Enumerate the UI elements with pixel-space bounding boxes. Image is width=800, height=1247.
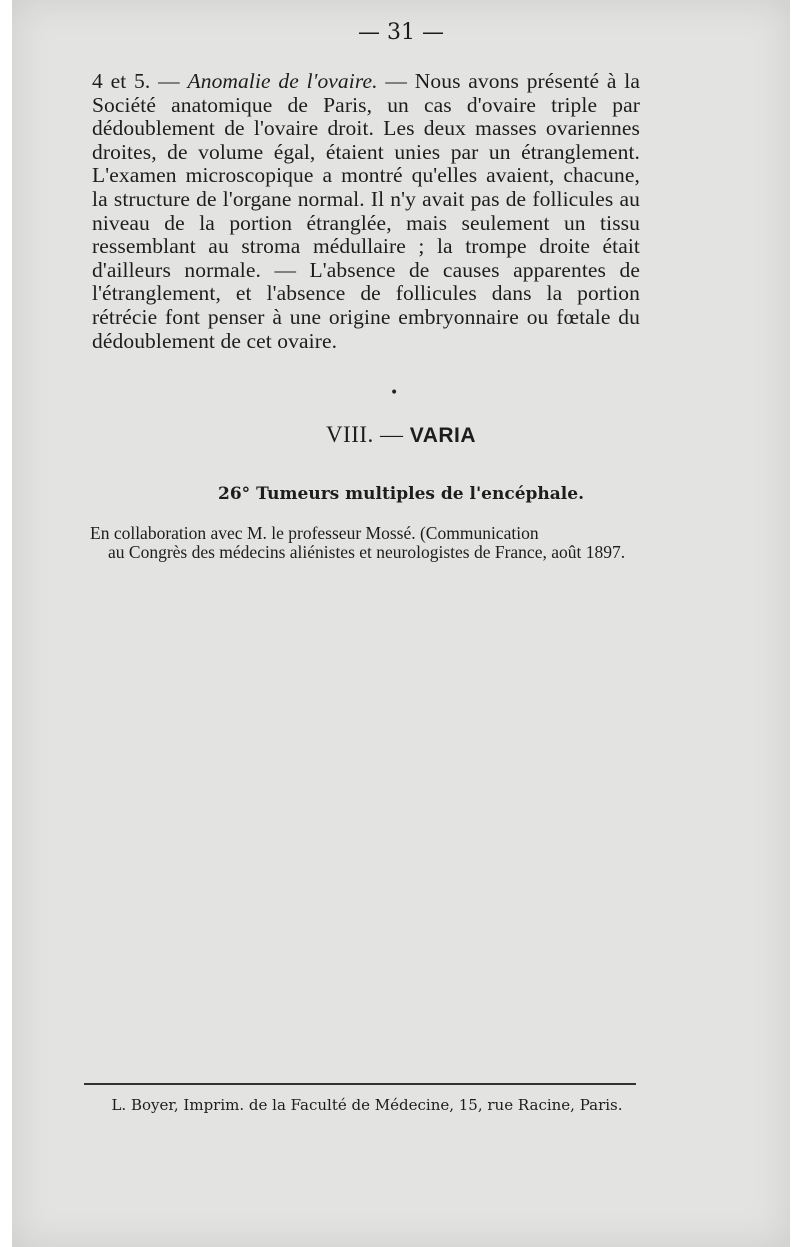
body-paragraph — [92, 70, 640, 353]
paragraph-text: — Nous avons présenté à la Société anatomique de Paris, un cas d'ovaire triple par dédoublement de l'ovaire droit. Les deux masses ovariennes droites, de volume égal, étaient unies par un étranglement. L'examen microscopique a montré qu'elles avaient, chacune, la structure de l'organe normal. Il n'y avait pas de follicules au niveau de la portion étranglée, mais seulement un tissu ressemblant au stroma médullaire ; la trompe droite était d'ailleurs normale. — L'absence de causes apparentes de l'étranglement, et l'absence de follicules dans la portion rétrécie font penser à une origine embryonnaire ou fœtale du dédoublement de cet ovaire. — [92, 69, 640, 353]
page — [12, 0, 790, 1247]
subsection-title: 26° Tumeurs multiples de l'encéphale. — [218, 484, 584, 504]
paragraph-title: Anomalie de l'ovaire. — [187, 69, 378, 93]
footer-rule — [84, 1083, 636, 1085]
reference-line-1: En collaboration avec M. le professeur Mossé. (Communication — [90, 523, 539, 543]
paragraph-lead: 4 et 5. — — [92, 69, 188, 93]
section-heading — [12, 422, 790, 448]
section-title: VARIA — [409, 424, 477, 447]
printer-imprint: L. Boyer, Imprim. de la Faculté de Médecine, 15, rue Racine, Paris. — [111, 1096, 623, 1114]
reference-rest: au Congrès des médecins aliénistes et neurologistes de France, août 1897. — [108, 541, 626, 562]
section-number: VIII. — — [325, 422, 410, 447]
ornament-dot: • — [390, 385, 399, 401]
reference-note — [90, 524, 642, 561]
page-number: — 31 — — [358, 20, 444, 45]
